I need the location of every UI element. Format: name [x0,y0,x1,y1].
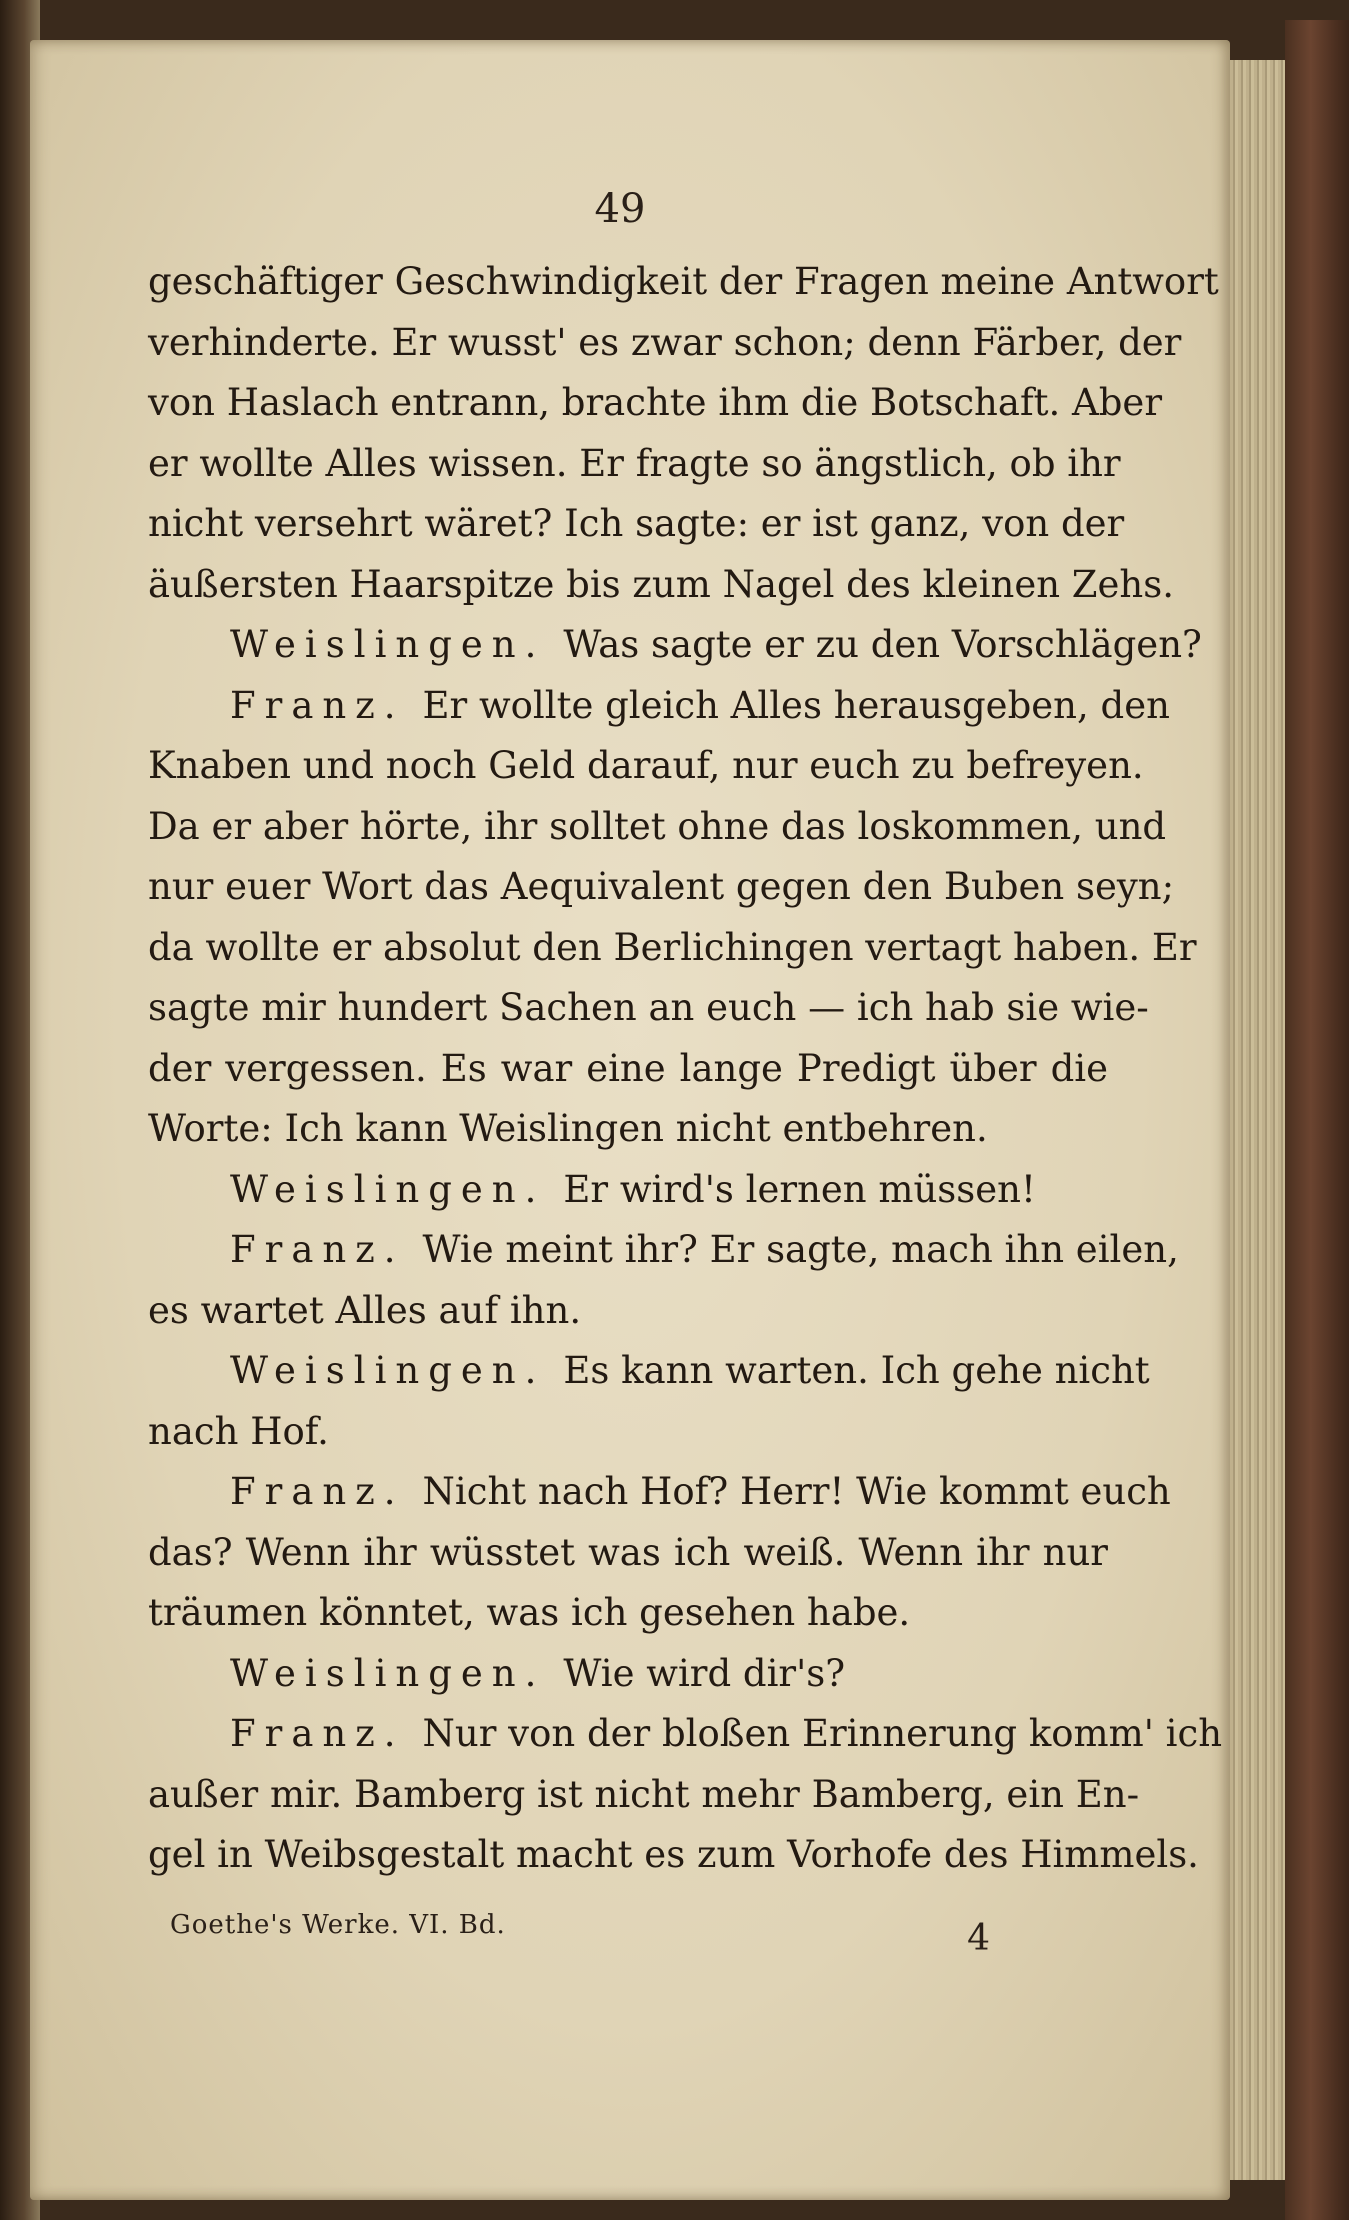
page-footer [170,1900,990,1960]
text-line: träumen könntet, was ich gesehen habe. [148,1591,911,1634]
page-number: 49 [594,186,646,232]
text-line: nicht versehrt wäret? Ich sagte: er ist ganz, von der [148,502,1125,545]
text-block [148,252,1223,1886]
dialogue-line: Weislingen. Es kann warten. Ich gehe nicht [230,1349,1150,1392]
speaker-name: Weislingen. [230,623,546,666]
dialogue-line: Weislingen. Was sagte er zu den Vorschlägen? [230,623,1202,666]
text-line: Da er aber hörte, ihr solltet ohne das loskommen, und [148,804,1167,848]
speaker-name: Weislingen. [230,1651,546,1695]
text-line: gel in Weibsgestalt macht es zum Vorhofe des Himmels. [148,1833,1199,1876]
page-edges [1230,60,1290,2180]
text-line: außer mir. Bamberg ist nicht mehr Bamberg, ein En- [148,1772,1140,1816]
book-cover-edge [1285,20,1349,2220]
text-line: nach Hof. [148,1409,329,1453]
signature-mark: Goethe's Werke. VI. Bd. [170,1910,506,1940]
speaker-name: Weislingen. [230,1167,546,1211]
speaker-name: Franz. [230,1712,405,1755]
text-line: Worte: Ich kann Weislingen nicht entbehren. [148,1107,988,1150]
dialogue-line: Franz. Wie meint ihr? Er sagte, mach ihn eilen, [230,1228,1179,1271]
speaker-name: Franz. [230,1470,405,1513]
text-line: es wartet Alles auf ihn. [148,1288,582,1332]
speaker-name: Franz. [230,1228,405,1271]
text-line: von Haslach entrann, brachte ihm die Botschaft. Aber [148,381,1163,424]
dialogue-line: Weislingen. Er wird's lernen müssen! [230,1167,1036,1211]
text-line: sagte mir hundert Sachen an euch — ich hab sie wie- [148,986,1149,1029]
text-line: da wollte er absolut den Berlichingen vertagt haben. Er [148,925,1197,969]
dialogue-line: Franz. Nur von der bloßen Erinnerung komm' ich [230,1712,1223,1755]
speaker-name: Weislingen. [230,1349,546,1392]
text-line: Knaben und noch Geld darauf, nur euch zu befreyen. [148,744,1144,787]
text-line: geschäftiger Geschwindigkeit der Fragen meine Antwort [148,260,1219,303]
text-line: verhinderte. Er wusst' es zwar schon; denn Färber, der [148,320,1182,364]
text-line: das? Wenn ihr wüsstet was ich weiß. Wenn ihr nur [148,1530,1108,1574]
dialogue-line: Weislingen. Wie wird dir's? [230,1651,846,1695]
text-line: er wollte Alles wissen. Er fragte so ängstlich, ob ihr [148,441,1121,485]
speaker-name: Franz. [230,683,405,727]
dialogue-line: Franz. Er wollte gleich Alles herausgeben, den [230,683,1170,727]
text-line: äußersten Haarspitze bis zum Nagel des kleinen Zehs. [148,562,1174,606]
text-line: der vergessen. Es war eine lange Predigt über die [148,1046,1108,1090]
dialogue-line: Franz. Nicht nach Hof? Herr! Wie kommt euch [230,1470,1171,1513]
text-line: nur euer Wort das Aequivalent gegen den Buben seyn; [148,865,1175,908]
sheet-number: 4 [967,1918,990,1959]
